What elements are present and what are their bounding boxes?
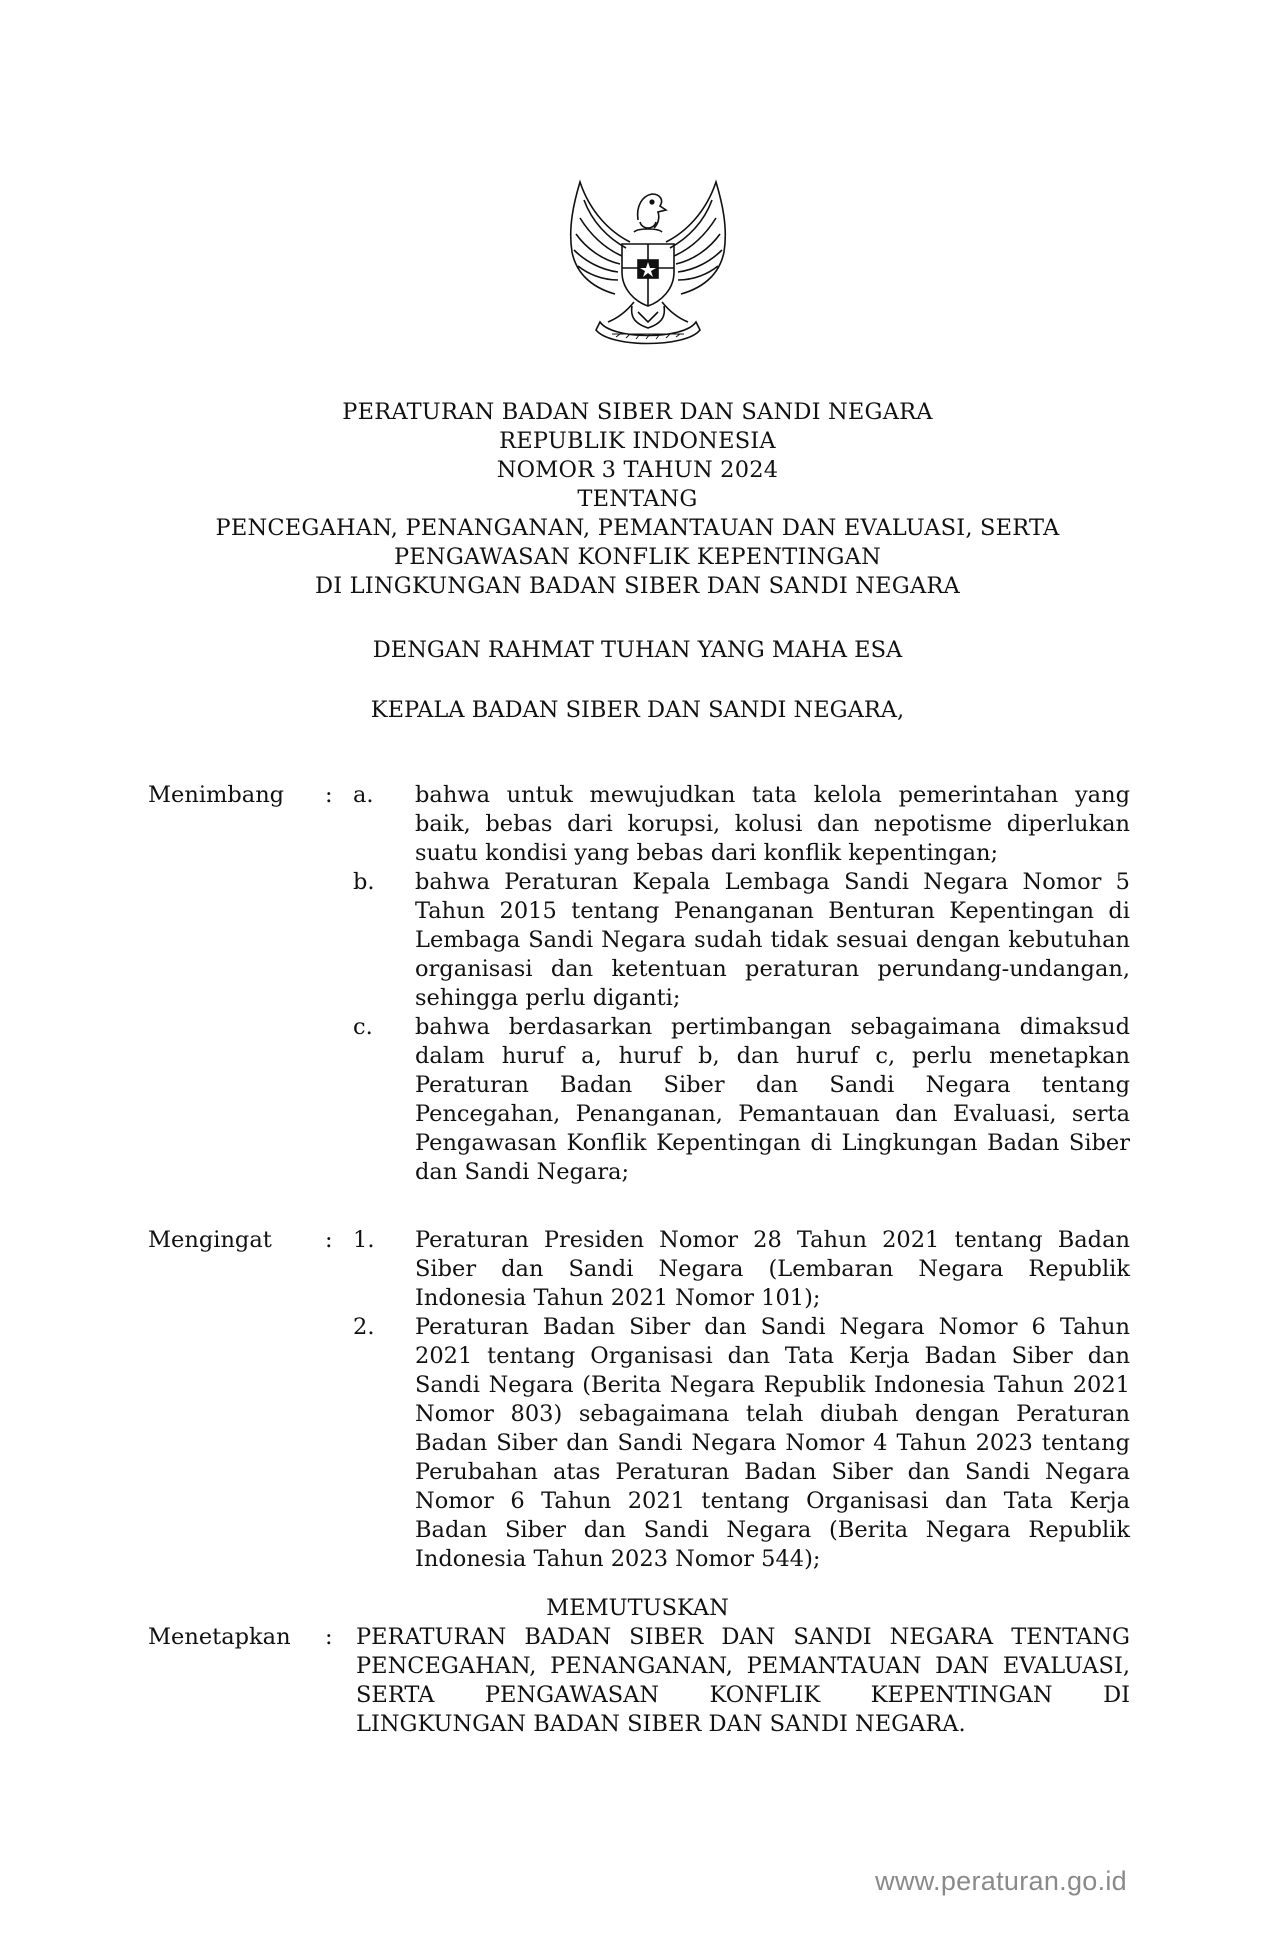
mengingat-item-1: Peraturan Presiden Nomor 28 Tahun 2021 tentang Badan Siber dan Sandi Negara (Lembaran Negara Republik Indonesia Tahun 2021 Nomor 101); xyxy=(415,1227,1130,1311)
item-marker: 1. xyxy=(353,1227,375,1253)
menetapkan-text: PERATURAN BADAN SIBER DAN SANDI NEGARA TENTANG PENCEGAHAN, PENANGANAN, PEMANTAUAN DAN EVALUASI, SERTA PENGAWASAN KONFLIK KEPENTINGAN DI LINGKUNGAN BADAN SIBER DAN SANDI NEGARA. xyxy=(356,1624,1130,1737)
title-line: REPUBLIK INDONESIA xyxy=(499,428,776,454)
item-marker: a. xyxy=(353,782,374,808)
menimbang-item-c: bahwa berdasarkan pertimbangan sebagaimana dimaksud dalam huruf a, huruf b, dan huruf c, perlu menetapkan Peraturan Badan Siber dan Sandi Negara tentang Pencegahan, Penanganan, Pemantauan dan Evaluasi, serta Pengawasan Konflik Kepentingan di Lingkungan Badan Siber dan Sandi Negara; xyxy=(415,1014,1130,1185)
footer-url[interactable]: www.peraturan.go.id xyxy=(875,1866,1127,1896)
title-line: DI LINGKUNGAN BADAN SIBER DAN SANDI NEGARA xyxy=(314,573,961,599)
mengingat-label: Mengingat xyxy=(148,1227,272,1253)
title-line: TENTANG xyxy=(577,486,698,512)
menetapkan-label: Menetapkan xyxy=(148,1624,291,1650)
title-line: PENCEGAHAN, PENANGANAN, PEMANTAUAN DAN EVALUASI, SERTA xyxy=(215,515,1060,541)
menimbang-item-a: bahwa untuk mewujudkan tata kelola pemerintahan yang baik, bebas dari korupsi, kolusi dan nepotisme diperlukan suatu kondisi yang bebas dari konflik kepentingan; xyxy=(415,782,1130,866)
item-marker: b. xyxy=(353,869,375,895)
menetapkan-colon: : xyxy=(325,1624,333,1650)
memutuskan-heading: MEMUTUSKAN xyxy=(546,1595,729,1621)
item-marker: c. xyxy=(353,1014,373,1040)
rahmat-line: DENGAN RAHMAT TUHAN YANG MAHA ESA xyxy=(372,637,903,663)
title-line: PENGAWASAN KONFLIK KEPENTINGAN xyxy=(393,544,882,570)
garuda-emblem-icon xyxy=(560,172,736,360)
title-line: PERATURAN BADAN SIBER DAN SANDI NEGARA xyxy=(342,399,933,425)
mengingat-item-2: Peraturan Badan Siber dan Sandi Negara Nomor 6 Tahun 2021 tentang Organisasi dan Tata Kerja Badan Siber dan Sandi Negara (Berita Negara Republik Indonesia Tahun 2021 Nomor 803) sebagaimana telah diubah dengan Peraturan Badan Siber dan Sandi Negara Nomor 4 Tahun 2023 tentang Perubahan atas Peraturan Badan Siber dan Sandi Negara Nomor 6 Tahun 2021 tentang Organisasi dan Tata Kerja Badan Siber dan Sandi Negara (Berita Negara Republik Indonesia Tahun 2023 Nomor 544); xyxy=(415,1314,1130,1572)
item-marker: 2. xyxy=(353,1314,375,1340)
kepala-line: KEPALA BADAN SIBER DAN SANDI NEGARA, xyxy=(370,697,905,723)
title-line: NOMOR 3 TAHUN 2024 xyxy=(496,457,779,483)
mengingat-colon: : xyxy=(325,1227,333,1253)
regulation-title xyxy=(0,398,1275,601)
menimbang-label: Menimbang xyxy=(148,782,285,808)
menimbang-item-b: bahwa Peraturan Kepala Lembaga Sandi Negara Nomor 5 Tahun 2015 tentang Penanganan Benturan Kepentingan di Lembaga Sandi Negara sudah tidak sesuai dengan kebutuhan organisasi dan ketentuan peraturan perundang-undangan, sehingga perlu diganti; xyxy=(415,869,1130,1011)
menimbang-colon: : xyxy=(325,782,333,808)
